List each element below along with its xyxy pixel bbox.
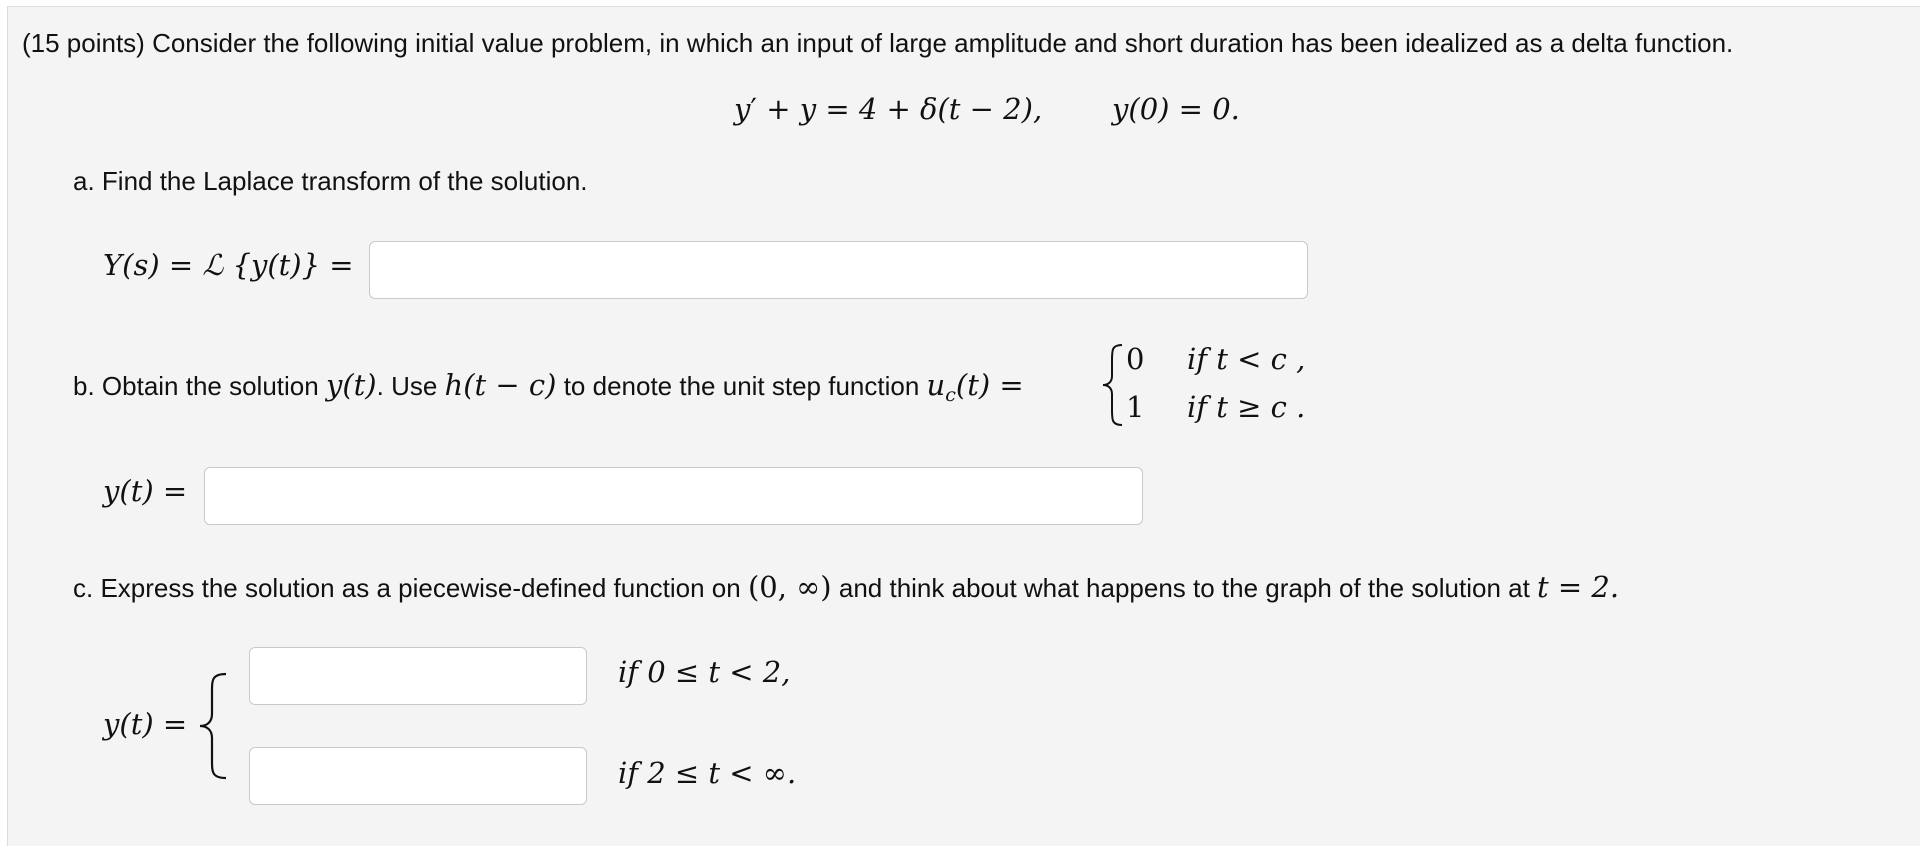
unit-step-sub: c [945, 384, 956, 406]
ode-rest: + y = 4 + δ(t − 2), [756, 92, 1043, 126]
piecewise-brace-icon [196, 670, 230, 782]
part-b-y: y(t) [325, 368, 377, 402]
unit-step-cond-1: if t ≥ c . [1187, 390, 1306, 424]
part-c-prompt-start: c. Express the solution as a piecewise-defined function on [73, 573, 748, 603]
part-a-label: Y(s) = ℒ {y(t)} = [103, 248, 354, 282]
unit-step-u: u [926, 368, 946, 402]
unit-step-value-1: 1 [1126, 390, 1145, 424]
part-b-prompt-mid: . Use [376, 371, 445, 401]
piecewise-cond-2: if 2 ≤ t < ∞. [618, 756, 797, 790]
question-panel [7, 6, 1920, 846]
ode-prime: ′ [750, 92, 757, 126]
part-c-prompt-end: and think about what happens to the graph of the solution at [831, 573, 1538, 603]
part-b-prompt-start: b. Obtain the solution [73, 371, 326, 401]
piecewise-cond-1: if 0 ≤ t < 2, [618, 655, 791, 689]
part-a-prompt: a. Find the Laplace transform of the solution. [73, 166, 588, 196]
unit-step-arg: (t) = [955, 368, 1024, 402]
left-brace-icon [1100, 342, 1126, 428]
ode-y: y [734, 92, 751, 126]
part-b-prompt [73, 368, 1024, 406]
part-c-label: y(t) = [103, 707, 188, 741]
piecewise-input-1[interactable] [249, 647, 587, 705]
unit-step-value-0: 0 [1126, 342, 1145, 376]
piecewise-input-2[interactable] [249, 747, 587, 805]
unit-step-cond-0: if t < c , [1187, 342, 1306, 376]
part-b-prompt-end: to denote the unit step function [556, 371, 927, 401]
solution-input[interactable] [204, 467, 1143, 525]
problem-intro: (15 points) Consider the following initial value problem, in which an input of large amplitude and short duration has been idealized as a delta function. [22, 28, 1734, 58]
part-b-h: h(t − c) [444, 368, 557, 402]
part-c-prompt [73, 570, 1619, 604]
initial-condition: y(0) = 0. [1112, 92, 1240, 126]
ode-equation [734, 92, 1042, 126]
laplace-transform-input[interactable] [369, 241, 1308, 299]
part-b-label: y(t) = [103, 474, 188, 508]
part-c-interval: (0, ∞) [747, 570, 832, 604]
part-c-t-eq: t = 2. [1537, 570, 1620, 604]
